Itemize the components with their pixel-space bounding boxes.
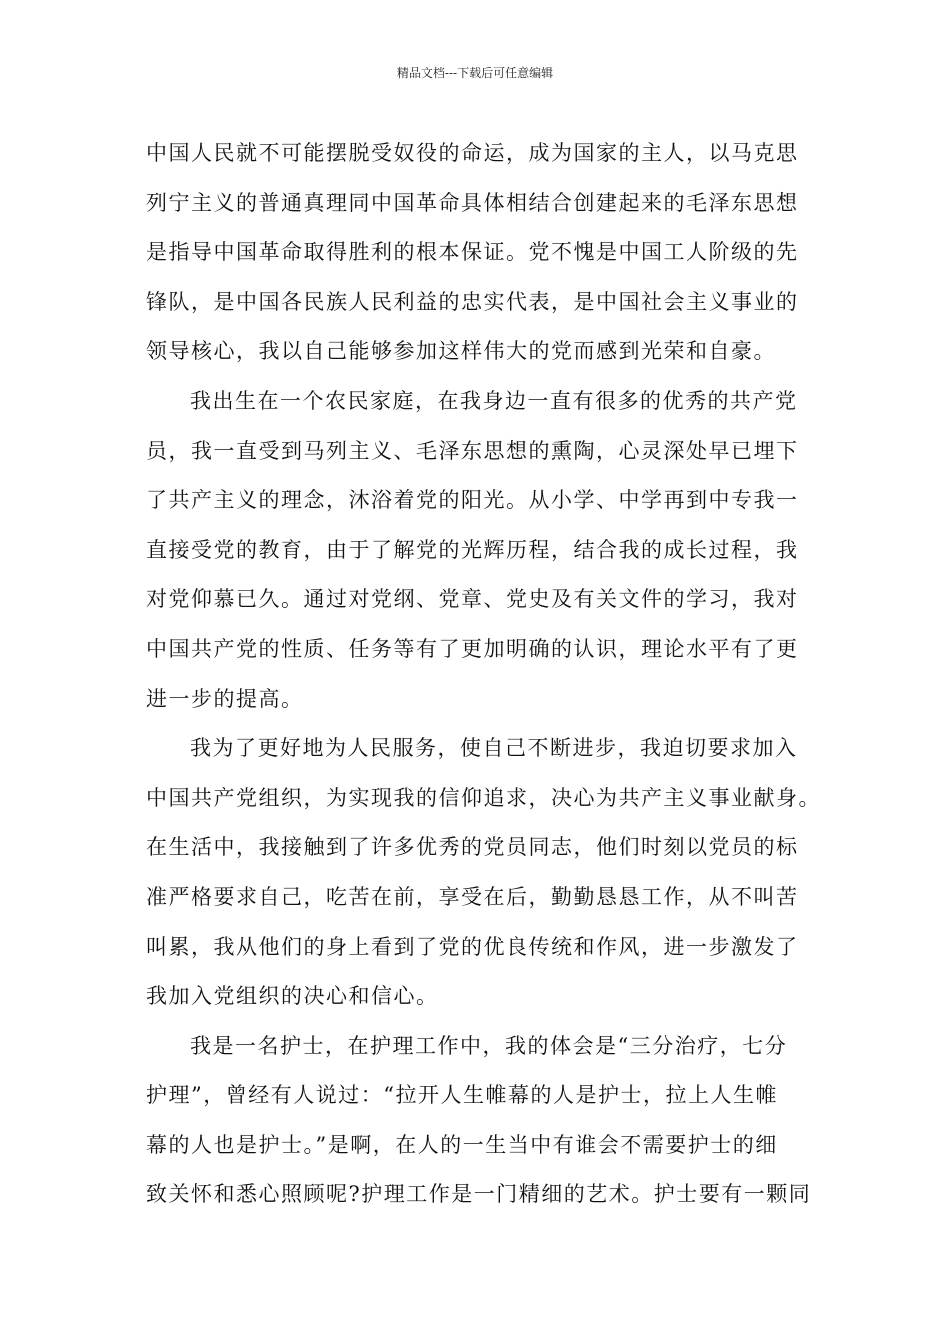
text-line: 员，我一直受到马列主义、毛泽东思想的熏陶，心灵深处早已埋下 — [146, 438, 799, 463]
text-line: 我为了更好地为人民服务，使自己不断进步，我迫切要求加入 — [190, 736, 798, 761]
text-line: 中国共产党组织，为实现我的信仰追求，决心为共产主义事业献身。 — [146, 785, 821, 810]
text-line: 致关怀和悉心照顾呢?护理工作是一门精细的艺术。护士要有一颗同 — [146, 1182, 812, 1207]
text-line: 叫累，我从他们的身上看到了党的优良传统和作风，进一步激发了 — [146, 934, 799, 959]
text-line: 护理”，曾经有人说过：“拉开人生帷幕的人是护士，拉上人生帷 — [146, 1083, 778, 1108]
document-body — [146, 129, 821, 1220]
page-header: 精品文档---下载后可任意编辑 — [396, 66, 554, 80]
text-line: 我出生在一个农民家庭，在我身边一直有很多的优秀的共产党 — [190, 388, 798, 413]
text-line: 进一步的提高。 — [146, 686, 304, 711]
text-line: 我加入党组织的决心和信心。 — [146, 984, 439, 1009]
text-line: 我是一名护士，在护理工作中，我的体会是“三分治疗，七分 — [190, 1033, 788, 1058]
text-line: 了共产主义的理念，沐浴着党的阳光。从小学、中学再到中专我一 — [146, 488, 799, 513]
text-line: 直接受党的教育，由于了解党的光辉历程，结合我的成长过程，我 — [146, 537, 799, 562]
text-line: 对党仰慕已久。通过对党纲、党章、党史及有关文件的学习，我对 — [146, 587, 799, 612]
text-line: 列宁主义的普通真理同中国革命具体相结合创建起来的毛泽东思想 — [146, 190, 799, 215]
text-line: 是指导中国革命取得胜利的根本保证。党不愧是中国工人阶级的先 — [146, 240, 799, 265]
text-line: 幕的人也是护士。”是啊，在人的一生当中有谁会不需要护士的细 — [146, 1132, 778, 1157]
text-line: 领导核心，我以自己能够参加这样伟大的党而感到光荣和自豪。 — [146, 339, 776, 364]
text-line: 准严格要求自己，吃苦在前，享受在后，勤勤恳恳工作，从不叫苦 — [146, 884, 799, 909]
text-line: 在生活中，我接触到了许多优秀的党员同志，他们时刻以党员的标 — [146, 835, 799, 860]
text-line: 中国人民就不可能摆脱受奴役的命运，成为国家的主人，以马克思 — [146, 141, 799, 165]
text-line: 中国共产党的性质、任务等有了更加明确的认识，理论水平有了更 — [146, 636, 799, 661]
text-line: 锋队，是中国各民族人民利益的忠实代表，是中国社会主义事业的 — [146, 289, 799, 314]
